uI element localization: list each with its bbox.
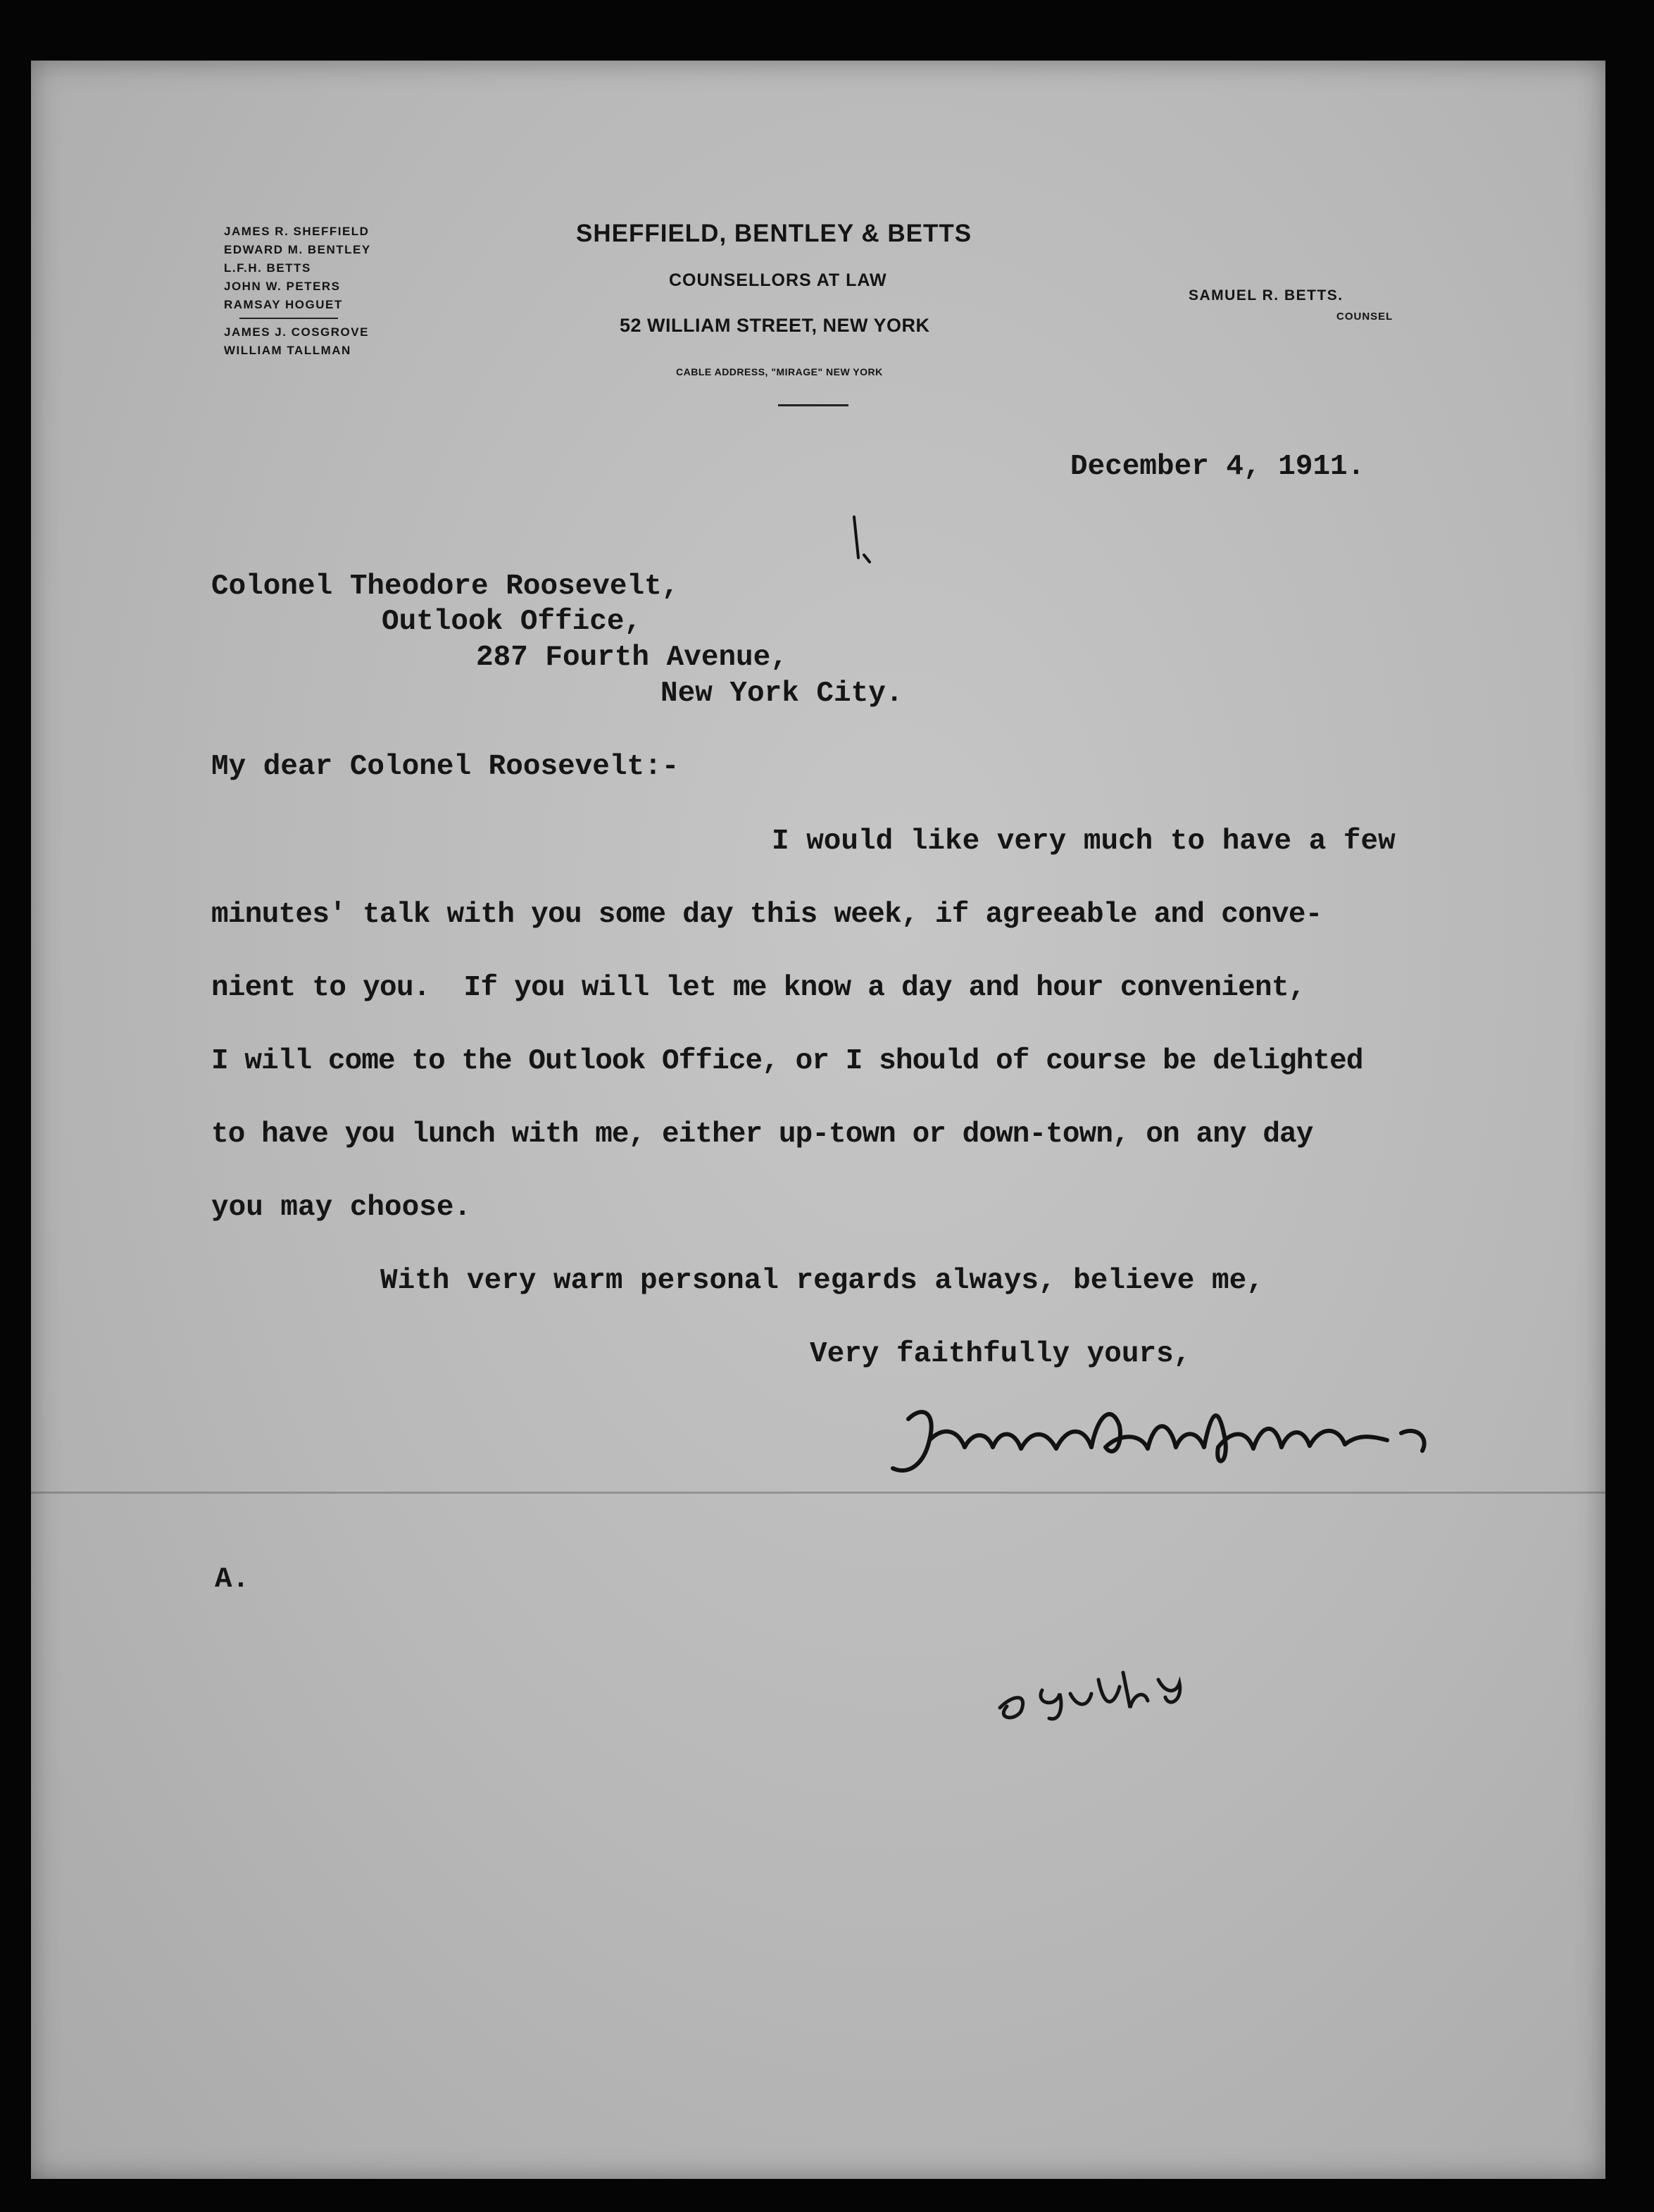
body-line: you may choose. (211, 1192, 472, 1224)
partners-divider (239, 318, 338, 319)
closing-line: Very faithfully yours, (810, 1338, 1191, 1370)
cable-address: CABLE ADDRESS, "MIRAGE" NEW YORK (676, 366, 883, 377)
partner-name: RAMSAY HOGUET (224, 298, 343, 311)
body-line: I would like very much to have a few (772, 825, 1396, 858)
associate-name: JAMES J. COSGROVE (224, 325, 369, 339)
typist-initials: A. (215, 1563, 250, 1596)
salutation: My dear Colonel Roosevelt:- (211, 751, 679, 783)
counsel-name: SAMUEL R. BETTS. (1189, 287, 1343, 304)
partner-name: JAMES R. SHEFFIELD (224, 225, 370, 238)
body-line: I will come to the Outlook Office, or I should of course be delighted (211, 1045, 1363, 1077)
body-line: nient to you. If you will let me know a day and hour convenient, (211, 972, 1305, 1004)
recipient-street: 287 Fourth Avenue, (476, 642, 788, 674)
letterhead-rule (778, 404, 848, 406)
paper-fold (31, 1492, 1605, 1494)
body-line: to have you lunch with me, either up-town or down-town, on any day (211, 1118, 1313, 1151)
firm-address: 52 WILLIAM STREET, NEW YORK (620, 315, 930, 336)
recipient-name: Colonel Theodore Roosevelt, (211, 570, 679, 603)
letter-date: December 4, 1911. (1070, 451, 1365, 483)
pencil-mark (848, 514, 877, 570)
regards-line: With very warm personal regards always, believe me, (380, 1265, 1264, 1297)
body-line: minutes' talk with you some day this week, if agreeable and conve- (211, 899, 1322, 931)
signature-image (880, 1398, 1458, 1489)
recipient-city: New York City. (660, 677, 903, 710)
counsel-title: COUNSEL (1336, 311, 1393, 323)
firm-subtitle: COUNSELLORS AT LAW (669, 270, 887, 290)
partner-name: L.F.H. BETTS (224, 261, 311, 275)
partner-name: EDWARD M. BENTLEY (224, 243, 371, 256)
partners-list (224, 223, 371, 360)
partner-name: JOHN W. PETERS (224, 280, 341, 293)
associate-name: WILLIAM TALLMAN (224, 344, 351, 357)
pencil-notation (993, 1651, 1303, 1729)
recipient-office: Outlook Office, (382, 606, 642, 638)
firm-name: SHEFFIELD, BENTLEY & BETTS (576, 220, 972, 247)
